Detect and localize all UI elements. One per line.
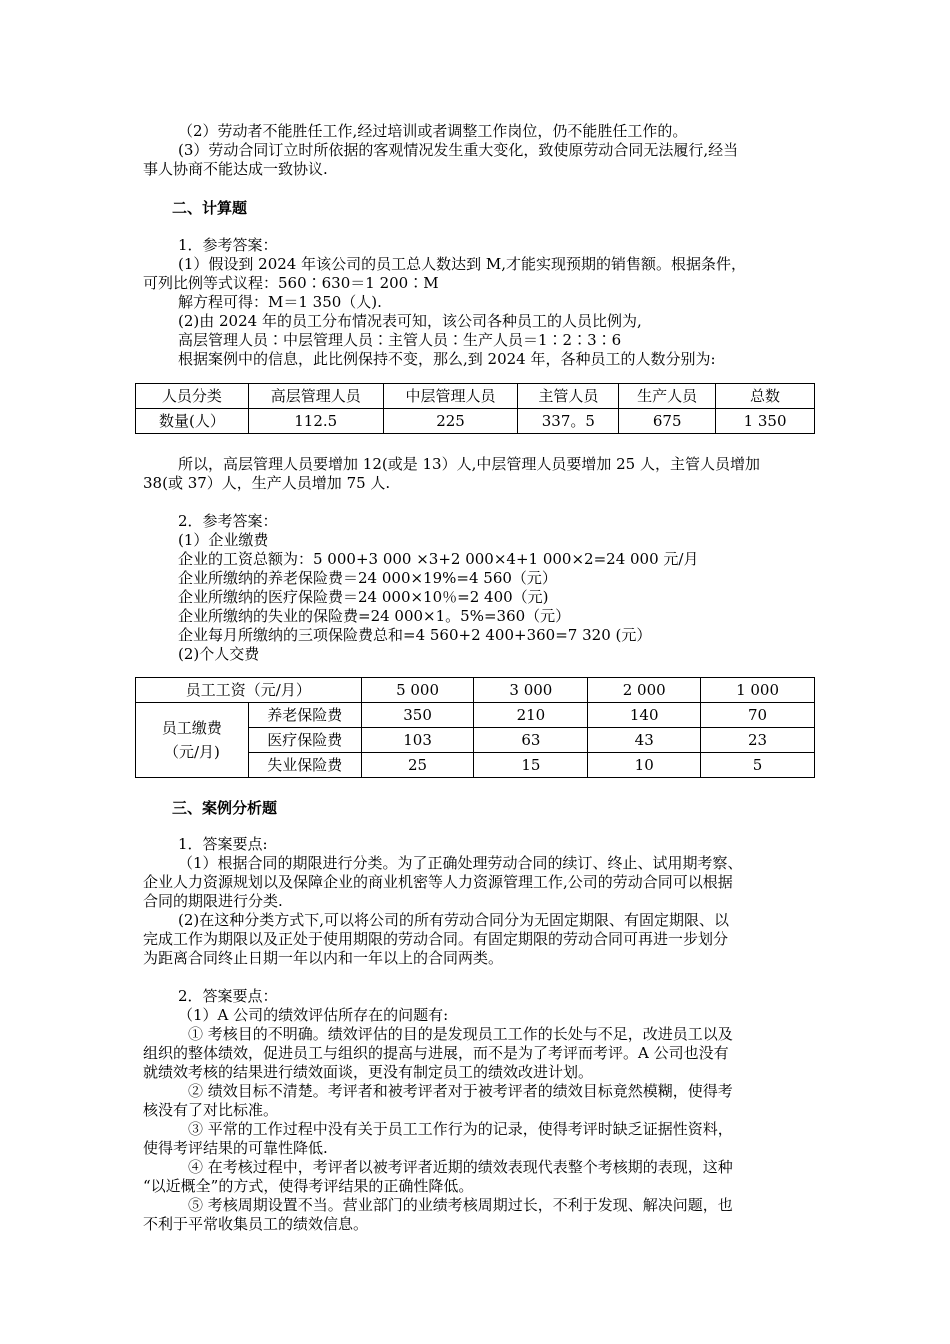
table-cell: 数量(人）	[136, 409, 249, 434]
text-line: (1）企业缴费	[178, 531, 269, 549]
text-line: 使得考评结果的可靠性降低.	[143, 1139, 328, 1157]
text-line: (2)个人交费	[178, 645, 260, 663]
text-line: ① 考核目的不明确。绩效评估的目的是发现员工工作的长处与不足，改进员工以及	[188, 1025, 733, 1043]
text-line: 为距离合同终止日期一年以内和一年以上的合同两类。	[143, 949, 504, 967]
table-header-row	[136, 384, 815, 409]
table-header-cell: 中层管理人员	[383, 384, 518, 409]
text-line: 2．答案要点：	[178, 987, 278, 1005]
text-line: 组织的整体绩效，促进员工与组织的提高与进展，而不是为了考评而考评。A 公司也没有	[143, 1044, 729, 1062]
table-cell: 103	[361, 728, 474, 753]
table-header-row	[136, 678, 815, 703]
text-line: ② 绩效目标不清楚。考评者和被考评者对于被考评者的绩效目标竟然模糊，使得考	[188, 1082, 733, 1100]
table-cell: 337。5	[518, 409, 619, 434]
table-cell: 5	[701, 753, 815, 778]
table-header-cell: 2 000	[588, 678, 701, 703]
text-line: 企业人力资源规划以及保障企业的商业机密等人力资源管理工作,公司的劳动合同可以根据	[143, 873, 733, 891]
row-group-label	[136, 703, 249, 778]
staff-count-table	[135, 383, 815, 434]
table-header-cell: 主管人员	[518, 384, 619, 409]
text-line: (3）劳动合同订立时所依据的客观情况发生重大变化，致使原劳动合同无法履行,经当	[178, 141, 739, 159]
text-line: 合同的期限进行分类.	[143, 892, 283, 910]
text-line: (2)由 2024 年的员工分布情况表可知，该公司各种员工的人员比例为,	[178, 312, 642, 330]
text-line: 高层管理人员∶中层管理人员∶主管人员∶生产人员＝1∶2∶3∶6	[178, 331, 622, 349]
table-cell: 210	[474, 703, 588, 728]
table-cell: 43	[588, 728, 701, 753]
table-header-cell: 5 000	[361, 678, 474, 703]
section-heading-calculation: 二、计算题	[172, 199, 248, 217]
text-line: 38(或 37）人，生产人员增加 75 人.	[143, 474, 391, 492]
table-header-cell: 总数	[716, 384, 815, 409]
table-cell: 10	[588, 753, 701, 778]
table-cell: 15	[474, 753, 588, 778]
text-line: 解方程可得：M＝1 350（人).	[178, 293, 382, 311]
text-line: 事人协商不能达成一致协议.	[143, 160, 328, 178]
employee-contribution-table	[135, 677, 815, 778]
table-header-cell: 3 000	[474, 678, 588, 703]
text-line: （1）根据合同的期限进行分类。为了正确处理劳动合同的续订、终止、试用期考察、	[178, 854, 743, 872]
text-line: （1）A 公司的绩效评估所存在的问题有:	[178, 1006, 449, 1024]
table-row	[136, 703, 815, 728]
table-cell: 25	[361, 753, 474, 778]
text-line: 核没有了对比标准。	[143, 1101, 279, 1119]
table-cell: 140	[588, 703, 701, 728]
table-header-cell: 1 000	[701, 678, 815, 703]
text-line: 企业每月所缴纳的三项保险费总和=4 560+2 400+360=7 320 (元）	[178, 626, 652, 644]
table-cell: 675	[619, 409, 716, 434]
text-line: 完成工作为期限以及正处于使用期限的劳动合同。有固定期限的劳动合同可再进一步划分	[143, 930, 729, 948]
table-cell: 失业保险费	[248, 753, 361, 778]
table-cell: 1 350	[716, 409, 815, 434]
table-cell: 养老保险费	[248, 703, 361, 728]
table-cell: 63	[474, 728, 588, 753]
table-cell: 70	[701, 703, 815, 728]
section-heading-case-analysis: 三、案例分析题	[172, 799, 278, 817]
text-line: 就绩效考核的结果进行绩效面谈，更没有制定员工的绩效改进计划。	[143, 1063, 594, 1081]
text-line: (1）假设到 2024 年该公司的员工总人数达到 M,才能实现预期的销售额。根据条件，	[178, 255, 747, 273]
text-line: ⑤ 考核周期设置不当。营业部门的业绩考核周期过长，不利于发现、解决问题，也	[188, 1196, 733, 1214]
table-header-cell: 生产人员	[619, 384, 716, 409]
table-header-cell: 高层管理人员	[248, 384, 383, 409]
table-row	[136, 409, 815, 434]
text-line: （2）劳动者不能胜任工作,经过培训或者调整工作岗位，仍不能胜任工作的。	[178, 122, 688, 140]
text-line: “以近概全”的方式，使得考评结果的正确性降低。	[143, 1177, 474, 1195]
text-line: ④ 在考核过程中，考评者以被考评者近期的绩效表现代表整个考核期的表现，这种	[188, 1158, 733, 1176]
text-line: 企业所缴纳的失业的保险费=24 000×1。5%=360（元）	[178, 607, 571, 625]
text-line: 所以，高层管理人员要增加 12(或是 13）人,中层管理人员要增加 25 人，主管人员增加	[178, 455, 760, 473]
table-cell: 225	[383, 409, 518, 434]
text-line: 1．答案要点:	[178, 835, 268, 853]
text-line: 不利于平常收集员工的绩效信息。	[143, 1215, 369, 1233]
text-line: 2．参考答案：	[178, 512, 278, 530]
table-header-cell: 员工工资（元/月）	[136, 678, 362, 703]
group-label-line: （元/月)	[163, 743, 220, 761]
text-line: 可列比例等式议程：560∶630＝1 200∶M	[143, 274, 439, 292]
table-header-cell: 人员分类	[136, 384, 249, 409]
table-cell: 112.5	[248, 409, 383, 434]
text-line: 企业所缴纳的医疗保险费＝24 000×10％=2 400（元)	[178, 588, 549, 606]
table-cell: 医疗保险费	[248, 728, 361, 753]
text-line: (2)在这种分类方式下,可以将公司的所有劳动合同分为无固定期限、有固定期限、以	[178, 911, 730, 929]
text-line: ③ 平常的工作过程中没有关于员工工作行为的记录，使得考评时缺乏证据性资料，	[188, 1120, 733, 1138]
table-cell: 350	[361, 703, 474, 728]
table-cell: 23	[701, 728, 815, 753]
text-line: 企业所缴纳的养老保险费＝24 000×19%=4 560（元）	[178, 569, 557, 587]
group-label-line: 员工缴费	[161, 719, 222, 737]
text-line: 根据案例中的信息，此比例保持不变，那么,到 2024 年，各种员工的人数分别为:	[178, 350, 716, 368]
text-line: 1．参考答案：	[178, 236, 278, 254]
text-line: 企业的工资总额为：5 000+3 000 ×3+2 000×4+1 000×2=24 000 元/月	[178, 550, 699, 568]
